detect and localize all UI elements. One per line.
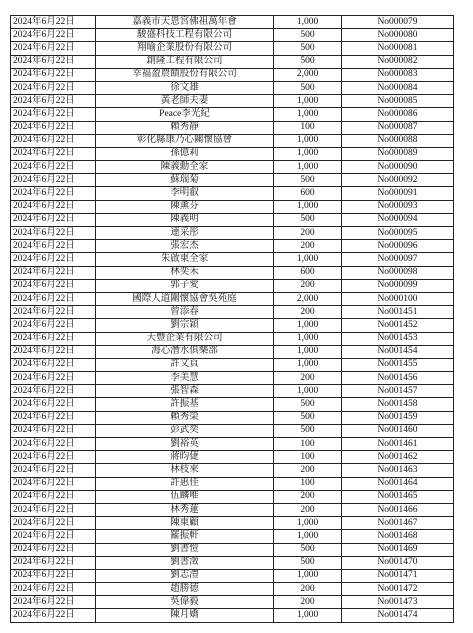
table-row	[11, 543, 454, 556]
cell-donor-name: 創隆工程有限公司	[96, 55, 274, 68]
table-row	[11, 108, 454, 121]
cell-donor-name: 劉書澂	[96, 556, 274, 569]
cell-donor-name: 林奕禾	[96, 266, 274, 279]
cell-date: 2024年6月22日	[11, 477, 96, 490]
cell-date: 2024年6月22日	[11, 108, 96, 121]
cell-amount: 500	[274, 543, 342, 556]
table-row	[11, 451, 454, 464]
cell-amount: 1,000	[274, 16, 342, 29]
cell-receipt-number: No000084	[342, 81, 454, 94]
cell-amount: 100	[274, 121, 342, 134]
cell-donor-name: 彭武奕	[96, 424, 274, 437]
table-row	[11, 503, 454, 516]
table-row	[11, 530, 454, 543]
table-row	[11, 292, 454, 305]
cell-date: 2024年6月22日	[11, 503, 96, 516]
cell-receipt-number: No000088	[342, 134, 454, 147]
cell-date: 2024年6月22日	[11, 279, 96, 292]
cell-amount: 1,000	[274, 530, 342, 543]
cell-amount: 1,000	[274, 358, 342, 371]
cell-date: 2024年6月22日	[11, 95, 96, 108]
cell-receipt-number: No001463	[342, 464, 454, 477]
table-row	[11, 385, 454, 398]
cell-amount: 500	[274, 213, 342, 226]
cell-receipt-number: No001460	[342, 424, 454, 437]
cell-amount: 200	[274, 490, 342, 503]
cell-donor-name: 國際人道關懷協會吳苑庭	[96, 292, 274, 305]
cell-receipt-number: No001453	[342, 332, 454, 345]
cell-receipt-number: No000083	[342, 68, 454, 81]
cell-amount: 1,000	[274, 108, 342, 121]
cell-donor-name: 連采彤	[96, 227, 274, 240]
cell-amount: 1,000	[274, 200, 342, 213]
cell-donor-name: 蔣昀倢	[96, 451, 274, 464]
donation-table	[10, 15, 454, 623]
table-row	[11, 227, 454, 240]
cell-amount: 500	[274, 55, 342, 68]
cell-receipt-number: No000085	[342, 95, 454, 108]
cell-donor-name: 劉裕英	[96, 438, 274, 451]
cell-amount: 100	[274, 451, 342, 464]
cell-date: 2024年6月22日	[11, 358, 96, 371]
cell-date: 2024年6月22日	[11, 29, 96, 42]
cell-amount: 1,000	[274, 134, 342, 147]
cell-amount: 600	[274, 187, 342, 200]
table-row	[11, 517, 454, 530]
table-row	[11, 42, 454, 55]
cell-amount: 100	[274, 438, 342, 451]
cell-donor-name: 許惠佳	[96, 477, 274, 490]
cell-donor-name: 張智森	[96, 385, 274, 398]
table-row	[11, 306, 454, 319]
cell-amount: 200	[274, 372, 342, 385]
cell-amount: 200	[274, 583, 342, 596]
cell-receipt-number: No001471	[342, 569, 454, 582]
cell-amount: 200	[274, 596, 342, 609]
cell-receipt-number: No001457	[342, 385, 454, 398]
cell-donor-name: 嘉義市天恩宮佛祖萬年會	[96, 16, 274, 29]
cell-receipt-number: No001467	[342, 517, 454, 530]
cell-amount: 200	[274, 306, 342, 319]
cell-amount: 1,000	[274, 161, 342, 174]
cell-receipt-number: No001459	[342, 411, 454, 424]
cell-amount: 500	[274, 174, 342, 187]
cell-donor-name: 趙勝德	[96, 583, 274, 596]
cell-receipt-number: No001464	[342, 477, 454, 490]
cell-receipt-number: No000089	[342, 147, 454, 160]
cell-receipt-number: No000082	[342, 55, 454, 68]
cell-receipt-number: No001468	[342, 530, 454, 543]
cell-donor-name: 賴秀榮	[96, 411, 274, 424]
cell-donor-name: 天豐企業有限公司	[96, 332, 274, 345]
cell-amount: 2,000	[274, 68, 342, 81]
cell-receipt-number: No001455	[342, 358, 454, 371]
table-row	[11, 95, 454, 108]
cell-date: 2024年6月22日	[11, 345, 96, 358]
cell-date: 2024年6月22日	[11, 213, 96, 226]
cell-date: 2024年6月22日	[11, 543, 96, 556]
table-row	[11, 358, 454, 371]
table-row	[11, 372, 454, 385]
cell-donor-name: 伍麟唯	[96, 490, 274, 503]
cell-date: 2024年6月22日	[11, 490, 96, 503]
cell-receipt-number: No001462	[342, 451, 454, 464]
cell-amount: 500	[274, 424, 342, 437]
cell-donor-name: 陳義勳全家	[96, 161, 274, 174]
cell-date: 2024年6月22日	[11, 134, 96, 147]
table-row	[11, 266, 454, 279]
cell-receipt-number: No000099	[342, 279, 454, 292]
table-row	[11, 398, 454, 411]
cell-date: 2024年6月22日	[11, 464, 96, 477]
cell-receipt-number: No000097	[342, 253, 454, 266]
table-row	[11, 81, 454, 94]
cell-date: 2024年6月22日	[11, 517, 96, 530]
cell-receipt-number: No000090	[342, 161, 454, 174]
cell-date: 2024年6月22日	[11, 240, 96, 253]
cell-receipt-number: No001472	[342, 583, 454, 596]
cell-donor-name: 林枝來	[96, 464, 274, 477]
cell-date: 2024年6月22日	[11, 55, 96, 68]
cell-receipt-number: No001473	[342, 596, 454, 609]
cell-receipt-number: No001461	[342, 438, 454, 451]
cell-receipt-number: No001469	[342, 543, 454, 556]
cell-receipt-number: No000096	[342, 240, 454, 253]
cell-receipt-number: No001454	[342, 345, 454, 358]
cell-date: 2024年6月22日	[11, 385, 96, 398]
cell-amount: 1,000	[274, 345, 342, 358]
cell-receipt-number: No001465	[342, 490, 454, 503]
cell-receipt-number: No000080	[342, 29, 454, 42]
cell-donor-name: 海心潛水俱樂部	[96, 345, 274, 358]
cell-receipt-number: No000092	[342, 174, 454, 187]
table-row	[11, 464, 454, 477]
cell-donor-name: 許文貞	[96, 358, 274, 371]
cell-receipt-number: No000093	[342, 200, 454, 213]
cell-date: 2024年6月22日	[11, 411, 96, 424]
table-row	[11, 55, 454, 68]
cell-amount: 1,000	[274, 332, 342, 345]
cell-date: 2024年6月22日	[11, 332, 96, 345]
cell-amount: 1,000	[274, 569, 342, 582]
cell-date: 2024年6月22日	[11, 266, 96, 279]
cell-date: 2024年6月22日	[11, 424, 96, 437]
table-row	[11, 29, 454, 42]
cell-amount: 200	[274, 227, 342, 240]
cell-amount: 200	[274, 464, 342, 477]
cell-donor-name: 劉宗穎	[96, 319, 274, 332]
cell-donor-name: 駿盛科技工程有限公司	[96, 29, 274, 42]
cell-receipt-number: No000095	[342, 227, 454, 240]
table-row	[11, 16, 454, 29]
cell-receipt-number: No000100	[342, 292, 454, 305]
cell-date: 2024年6月22日	[11, 253, 96, 266]
cell-date: 2024年6月22日	[11, 147, 96, 160]
cell-donor-name: 蘇瑞菊	[96, 174, 274, 187]
cell-donor-name: 曾添春	[96, 306, 274, 319]
cell-receipt-number: No000094	[342, 213, 454, 226]
cell-donor-name: 朱啟東全家	[96, 253, 274, 266]
cell-donor-name: 李美慧	[96, 372, 274, 385]
table-row	[11, 187, 454, 200]
table-row	[11, 121, 454, 134]
cell-date: 2024年6月22日	[11, 227, 96, 240]
cell-donor-name: 翔喻企業股份有限公司	[96, 42, 274, 55]
cell-amount: 100	[274, 477, 342, 490]
cell-donor-name: 張宏杰	[96, 240, 274, 253]
table-row	[11, 213, 454, 226]
cell-date: 2024年6月22日	[11, 583, 96, 596]
cell-date: 2024年6月22日	[11, 556, 96, 569]
cell-date: 2024年6月22日	[11, 609, 96, 622]
cell-donor-name: 劉書愷	[96, 543, 274, 556]
cell-receipt-number: No001452	[342, 319, 454, 332]
table-row	[11, 583, 454, 596]
cell-donor-name: 陳東顧	[96, 517, 274, 530]
cell-date: 2024年6月22日	[11, 200, 96, 213]
cell-amount: 1,000	[274, 319, 342, 332]
cell-donor-name: 陳月嬌	[96, 609, 274, 622]
cell-donor-name: 黃老師夫妻	[96, 95, 274, 108]
table-row	[11, 556, 454, 569]
table-row	[11, 569, 454, 582]
table-row	[11, 596, 454, 609]
cell-receipt-number: No001458	[342, 398, 454, 411]
cell-donor-name: 孫億莉	[96, 147, 274, 160]
cell-receipt-number: No001451	[342, 306, 454, 319]
cell-amount: 500	[274, 411, 342, 424]
table-row	[11, 174, 454, 187]
cell-amount: 200	[274, 279, 342, 292]
table-row	[11, 279, 454, 292]
cell-donor-name: 林秀蓮	[96, 503, 274, 516]
cell-receipt-number: No000087	[342, 121, 454, 134]
cell-donor-name: 許振基	[96, 398, 274, 411]
cell-receipt-number: No001474	[342, 609, 454, 622]
table-row	[11, 345, 454, 358]
cell-date: 2024年6月22日	[11, 306, 96, 319]
cell-receipt-number: No000098	[342, 266, 454, 279]
cell-receipt-number: No000091	[342, 187, 454, 200]
cell-donor-name: 陳義明	[96, 213, 274, 226]
cell-amount: 1,000	[274, 609, 342, 622]
cell-donor-name: 劉志澧	[96, 569, 274, 582]
cell-date: 2024年6月22日	[11, 42, 96, 55]
table-row	[11, 424, 454, 437]
cell-receipt-number: No001470	[342, 556, 454, 569]
table-row	[11, 477, 454, 490]
table-row	[11, 490, 454, 503]
cell-date: 2024年6月22日	[11, 81, 96, 94]
cell-receipt-number: No001466	[342, 503, 454, 516]
cell-date: 2024年6月22日	[11, 121, 96, 134]
cell-amount: 2,000	[274, 292, 342, 305]
cell-donor-name: 吳偉毅	[96, 596, 274, 609]
cell-date: 2024年6月22日	[11, 319, 96, 332]
cell-date: 2024年6月22日	[11, 569, 96, 582]
cell-date: 2024年6月22日	[11, 68, 96, 81]
cell-receipt-number: No000079	[342, 16, 454, 29]
cell-date: 2024年6月22日	[11, 451, 96, 464]
cell-date: 2024年6月22日	[11, 292, 96, 305]
cell-date: 2024年6月22日	[11, 161, 96, 174]
cell-amount: 500	[274, 398, 342, 411]
cell-donor-name: 羅振軒	[96, 530, 274, 543]
cell-date: 2024年6月22日	[11, 16, 96, 29]
cell-amount: 1,000	[274, 147, 342, 160]
cell-date: 2024年6月22日	[11, 187, 96, 200]
table-row	[11, 319, 454, 332]
cell-amount: 1,000	[274, 385, 342, 398]
cell-amount: 500	[274, 42, 342, 55]
table-row	[11, 161, 454, 174]
table-row	[11, 253, 454, 266]
cell-amount: 1,000	[274, 253, 342, 266]
cell-receipt-number: No000086	[342, 108, 454, 121]
table-row	[11, 134, 454, 147]
cell-amount: 200	[274, 503, 342, 516]
table-row	[11, 147, 454, 160]
cell-donor-name: 彰化縣康乃心關懷協會	[96, 134, 274, 147]
table-row	[11, 411, 454, 424]
cell-receipt-number: No001456	[342, 372, 454, 385]
cell-amount: 500	[274, 556, 342, 569]
table-row	[11, 438, 454, 451]
table-row	[11, 332, 454, 345]
cell-amount: 600	[274, 266, 342, 279]
cell-donor-name: 徐文雄	[96, 81, 274, 94]
cell-date: 2024年6月22日	[11, 530, 96, 543]
cell-donor-name: 李明叡	[96, 187, 274, 200]
cell-date: 2024年6月22日	[11, 596, 96, 609]
cell-date: 2024年6月22日	[11, 372, 96, 385]
cell-donor-name: 幸福盈農饋股份有限公司	[96, 68, 274, 81]
table-row	[11, 240, 454, 253]
cell-amount: 200	[274, 240, 342, 253]
cell-donor-name: 郭子愛	[96, 279, 274, 292]
cell-donor-name: 陳薰芬	[96, 200, 274, 213]
cell-receipt-number: No000081	[342, 42, 454, 55]
cell-date: 2024年6月22日	[11, 398, 96, 411]
table-row	[11, 609, 454, 622]
table-row	[11, 200, 454, 213]
cell-donor-name: 賴秀靜	[96, 121, 274, 134]
donation-table-body	[11, 16, 454, 623]
cell-amount: 1,000	[274, 95, 342, 108]
cell-donor-name: Peace李光紀	[96, 108, 274, 121]
cell-date: 2024年6月22日	[11, 174, 96, 187]
cell-date: 2024年6月22日	[11, 438, 96, 451]
cell-amount: 1,000	[274, 517, 342, 530]
cell-amount: 500	[274, 29, 342, 42]
table-row	[11, 68, 454, 81]
cell-amount: 500	[274, 81, 342, 94]
